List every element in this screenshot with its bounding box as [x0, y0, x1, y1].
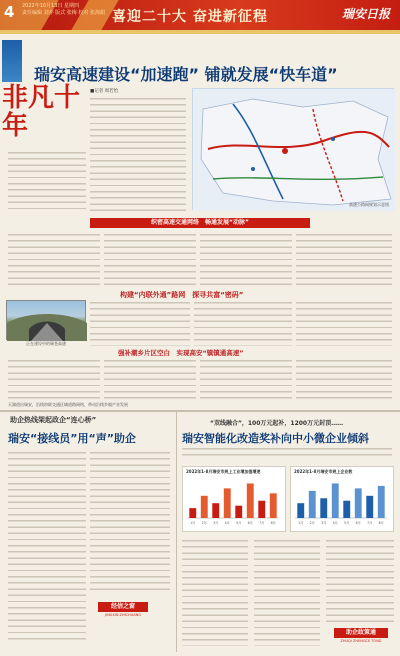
article-column — [8, 232, 100, 286]
article-column — [200, 358, 292, 400]
calligraphy-title: 非凡十年 — [2, 83, 81, 141]
left-kicker: 助企热线架起政企“连心桥” — [10, 416, 97, 424]
top-headline: 瑞安高速建设“加速跑” 铺就发展“快车道” — [34, 65, 338, 84]
article-column — [104, 232, 196, 286]
article-column — [326, 538, 394, 624]
chart-tick-label: 7月 — [367, 521, 373, 525]
article-column — [296, 300, 392, 346]
column-tag-en: JINGXIN ZHICHUANG — [105, 613, 141, 617]
chart-tick-label: 2月 — [201, 521, 207, 525]
bar-chart-2 — [291, 476, 391, 526]
article-column — [90, 450, 170, 590]
left-headline: 瑞安“接线员”用“声”助企 — [8, 432, 136, 445]
chart-tick-label: 6月 — [247, 521, 253, 525]
chart-tick-label: 1月 — [298, 521, 304, 525]
chart-bar — [378, 486, 385, 518]
chart-bar — [343, 501, 350, 518]
chart-bar — [270, 493, 277, 518]
chart-tick-label: 8月 — [270, 521, 276, 525]
chart-bar — [224, 488, 231, 518]
column-tag-en: ZHUQI ZHENGCE TONG — [340, 639, 382, 643]
map-caption: 高速公路网规划示意图 — [349, 202, 389, 207]
article-column — [182, 538, 248, 646]
chart-bar — [189, 508, 196, 518]
article-text-block — [90, 96, 186, 216]
chart-tick-label: 3月 — [321, 521, 327, 525]
chart-bar — [332, 483, 339, 518]
blue-accent-strip — [2, 40, 22, 82]
chart-tick-label: 3月 — [213, 521, 219, 525]
chart-bar — [212, 503, 219, 518]
map-graphic — [193, 89, 395, 211]
section-title-3: 强补潮乡片区空白 实现高安“镇镇通高速” — [118, 349, 244, 357]
chart-bar — [297, 503, 304, 518]
chart-tick-label: 8月 — [378, 521, 384, 525]
article-text-block — [8, 150, 86, 214]
article-lead — [182, 446, 392, 460]
article-column — [104, 358, 196, 400]
byline: ■记者 周若怡 — [90, 89, 119, 94]
chart-title: 2022年1-8月瑞安市规上企业数 — [294, 469, 353, 474]
tunnel-graphic — [7, 301, 87, 341]
footer-caption: 天湖道出瑞安，沿线串联交通区域道路网络，带动沿线乡镇产业发展 — [8, 402, 128, 407]
page-number: 4 — [4, 3, 15, 21]
chart-title: 2022年1-8月瑞安市规上工业增加值增速 — [186, 469, 261, 474]
column-tag: 助企政策通 — [334, 628, 388, 638]
chart-bar — [309, 491, 316, 518]
masthead-banner — [0, 0, 400, 30]
section-banner-1: 织密高速交通网络 畅通发展“动脉” — [90, 218, 310, 228]
chart-tick-label: 4月 — [332, 521, 338, 525]
paper-logo: 瑞安日报 — [341, 7, 390, 21]
article-column — [200, 232, 292, 286]
chart-tick-label: 7月 — [259, 521, 265, 525]
highway-map — [192, 88, 394, 210]
chart-tick-label: 2月 — [309, 521, 315, 525]
chart-bar — [201, 496, 208, 518]
section-divider — [0, 410, 400, 412]
chart-tick-label: 1月 — [190, 521, 196, 525]
chart-bar — [247, 483, 254, 518]
date-line: 2022年10月13日 星期四 责任编辑 刘亦 版式 张梅 校对 张海娟 — [22, 3, 105, 16]
chart-bar — [320, 498, 327, 518]
article-column — [194, 300, 292, 346]
bar-chart-1 — [183, 476, 283, 526]
photo-caption: 正在建设中的瑞苍高速 — [26, 341, 66, 346]
chart-bar — [235, 506, 242, 518]
article-column — [296, 358, 392, 400]
banner-underline — [0, 30, 400, 34]
chart-bar — [366, 496, 373, 518]
chart-bar — [258, 501, 265, 518]
chart-panel-1 — [182, 466, 286, 532]
section-title-2: 构建“内联外通”路网 探寻共富“密码” — [120, 291, 244, 299]
tunnel-photo — [6, 300, 86, 340]
article-column — [8, 450, 86, 640]
right-kicker: “双线融合”，100万元起补，1200万元封顶…… — [210, 420, 344, 427]
chart-bar — [355, 488, 362, 518]
article-column — [90, 300, 190, 346]
article-column — [296, 232, 392, 286]
chart-tick-label: 4月 — [224, 521, 230, 525]
article-column — [254, 538, 320, 646]
chart-tick-label: 6月 — [355, 521, 361, 525]
column-tag: 经信之窗 — [98, 602, 148, 612]
chart-tick-label: 5月 — [344, 521, 350, 525]
column-divider — [176, 412, 177, 652]
chart-panel-2 — [290, 466, 394, 532]
right-headline: 瑞安智能化改造奖补向中小微企业倾斜 — [182, 432, 369, 445]
banner-title: 喜迎二十大 奋进新征程 — [112, 9, 268, 25]
chart-tick-label: 5月 — [236, 521, 242, 525]
article-column — [8, 358, 100, 400]
